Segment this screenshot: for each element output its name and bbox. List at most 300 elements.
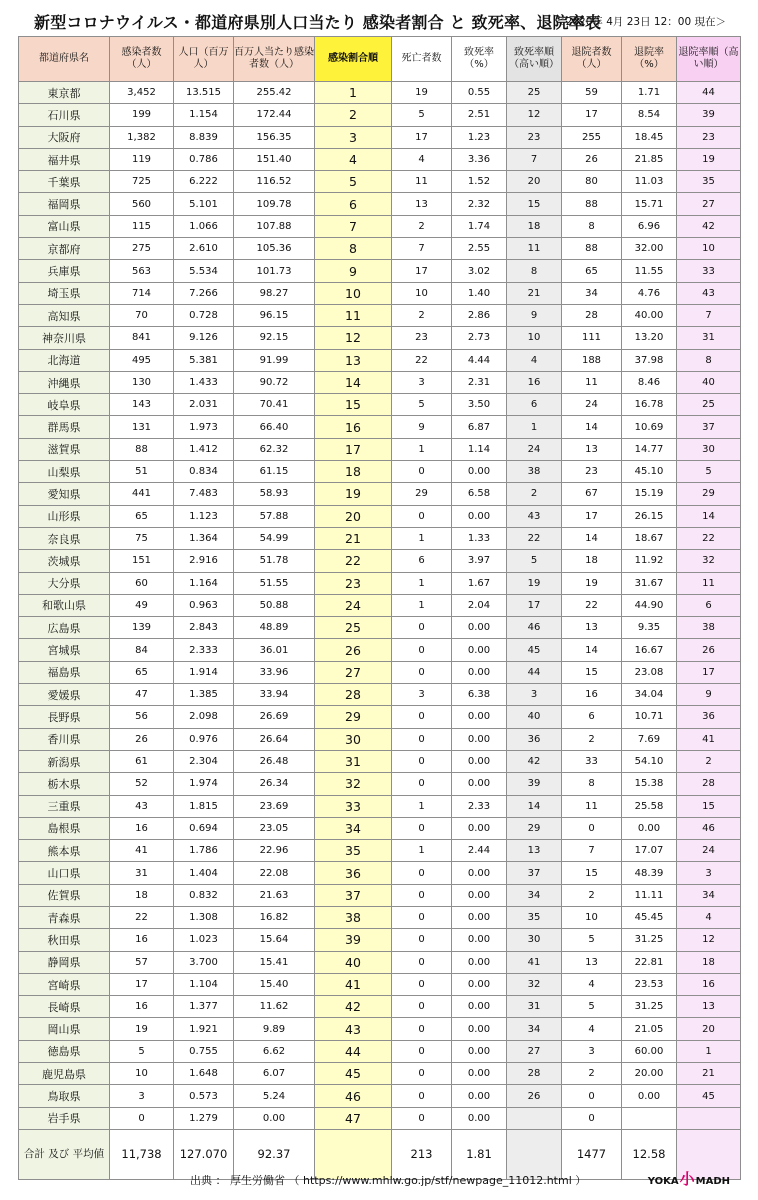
source-note: 出典 ： 厚生労働省 （ https://www.mhlw.go.jp/stf/newpage_11012.html ） <box>190 1174 587 1187</box>
cell-recovery-rank: 45 <box>677 1085 741 1107</box>
cell-pref: 滋賀県 <box>19 438 110 460</box>
cell-fatality-rank: 42 <box>507 750 562 772</box>
cell-recovered: 33 <box>562 750 622 772</box>
cell-infection-rank: 5 <box>315 171 392 193</box>
cell-pref: 石川県 <box>19 104 110 126</box>
cell-recovered: 24 <box>562 394 622 416</box>
cell-population: 0.728 <box>174 304 234 326</box>
cell-fatality-rank: 43 <box>507 505 562 527</box>
cell-fatality-rate: 0.00 <box>452 973 507 995</box>
cell-deaths: 1 <box>392 594 452 616</box>
table-row <box>19 795 741 817</box>
cell-recovered: 2 <box>562 1063 622 1085</box>
header-infected: 感染者数（人） <box>110 37 174 82</box>
totals-deaths: 213 <box>392 1129 452 1179</box>
cell-fatality-rank: 23 <box>507 126 562 148</box>
table-row <box>19 126 741 148</box>
table-row <box>19 394 741 416</box>
cell-recovery-rate: 18.67 <box>622 527 677 549</box>
cell-infected: 17 <box>110 973 174 995</box>
cell-population: 0.963 <box>174 594 234 616</box>
cell-recovery-rate: 37.98 <box>622 349 677 371</box>
cell-deaths: 17 <box>392 126 452 148</box>
cell-fatality-rate: 2.73 <box>452 327 507 349</box>
cell-population: 3.700 <box>174 951 234 973</box>
cell-fatality-rate: 1.40 <box>452 282 507 304</box>
cell-recovered: 14 <box>562 639 622 661</box>
cell-infected: 199 <box>110 104 174 126</box>
cell-recovery-rate: 11.11 <box>622 884 677 906</box>
cell-fatality-rate: 2.04 <box>452 594 507 616</box>
cell-per-million: 57.88 <box>234 505 315 527</box>
cell-pref: 福岡県 <box>19 193 110 215</box>
cell-pref: 兵庫県 <box>19 260 110 282</box>
cell-recovered: 0 <box>562 1085 622 1107</box>
cell-recovery-rank: 4 <box>677 906 741 928</box>
cell-recovery-rate: 11.03 <box>622 171 677 193</box>
cell-infection-rank: 29 <box>315 706 392 728</box>
cell-recovered: 5 <box>562 996 622 1018</box>
cell-recovered: 34 <box>562 282 622 304</box>
cell-deaths: 0 <box>392 906 452 928</box>
cell-recovery-rank: 16 <box>677 973 741 995</box>
cell-fatality-rank: 8 <box>507 260 562 282</box>
table-row <box>19 304 741 326</box>
cell-population: 5.534 <box>174 260 234 282</box>
table-row <box>19 260 741 282</box>
cell-pref: 愛知県 <box>19 483 110 505</box>
cell-recovery-rate: 17.07 <box>622 840 677 862</box>
cell-infection-rank: 30 <box>315 728 392 750</box>
cell-recovery-rank: 27 <box>677 193 741 215</box>
table-row <box>19 572 741 594</box>
cell-fatality-rate: 0.00 <box>452 1063 507 1085</box>
cell-fatality-rate: 0.00 <box>452 862 507 884</box>
cell-recovery-rate: 13.20 <box>622 327 677 349</box>
cell-pref: 香川県 <box>19 728 110 750</box>
cell-infection-rank: 40 <box>315 951 392 973</box>
cell-recovery-rank: 21 <box>677 1063 741 1085</box>
cell-recovered: 19 <box>562 572 622 594</box>
cell-infected: 151 <box>110 550 174 572</box>
cell-population: 1.648 <box>174 1063 234 1085</box>
cell-per-million: 107.88 <box>234 215 315 237</box>
cell-recovery-rate: 14.77 <box>622 438 677 460</box>
cell-per-million: 101.73 <box>234 260 315 282</box>
cell-recovery-rate: 15.71 <box>622 193 677 215</box>
cell-infected: 19 <box>110 1018 174 1040</box>
cell-fatality-rate: 0.00 <box>452 1040 507 1062</box>
cell-recovered: 23 <box>562 461 622 483</box>
cell-per-million: 61.15 <box>234 461 315 483</box>
cell-deaths: 0 <box>392 617 452 639</box>
cell-recovery-rate: 11.55 <box>622 260 677 282</box>
cell-population: 1.412 <box>174 438 234 460</box>
cell-fatality-rank: 28 <box>507 1063 562 1085</box>
cell-pref: 大分県 <box>19 572 110 594</box>
cell-recovery-rank: 19 <box>677 148 741 170</box>
cell-recovered: 0 <box>562 817 622 839</box>
cell-fatality-rate: 0.00 <box>452 1018 507 1040</box>
logo-mid: 小 <box>679 1170 695 1188</box>
cell-infected: 43 <box>110 795 174 817</box>
cell-infection-rank: 38 <box>315 906 392 928</box>
cell-fatality-rank: 46 <box>507 617 562 639</box>
cell-infected: 22 <box>110 906 174 928</box>
cell-recovery-rank: 24 <box>677 840 741 862</box>
cell-population: 1.385 <box>174 684 234 706</box>
table-body <box>19 82 741 1130</box>
cell-infection-rank: 32 <box>315 773 392 795</box>
cell-infected: 119 <box>110 148 174 170</box>
cell-infected: 130 <box>110 371 174 393</box>
cell-pref: 奈良県 <box>19 527 110 549</box>
cell-fatality-rank: 25 <box>507 82 562 104</box>
cell-pref: 岩手県 <box>19 1107 110 1129</box>
cell-fatality-rate: 2.55 <box>452 238 507 260</box>
cell-population: 1.123 <box>174 505 234 527</box>
cell-fatality-rank: 12 <box>507 104 562 126</box>
cell-recovery-rate: 15.19 <box>622 483 677 505</box>
cell-recovery-rate: 16.78 <box>622 394 677 416</box>
cell-per-million: 172.44 <box>234 104 315 126</box>
cell-per-million: 5.24 <box>234 1085 315 1107</box>
cell-population: 0.694 <box>174 817 234 839</box>
cell-pref: 栃木県 <box>19 773 110 795</box>
cell-fatality-rate: 6.87 <box>452 416 507 438</box>
cell-deaths: 0 <box>392 862 452 884</box>
cell-recovery-rate: 60.00 <box>622 1040 677 1062</box>
header-recovery-rank: 退院率順（高い順） <box>677 37 741 82</box>
cell-per-million: 22.08 <box>234 862 315 884</box>
cell-infection-rank: 11 <box>315 304 392 326</box>
cell-recovery-rank: 40 <box>677 371 741 393</box>
cell-fatality-rank: 1 <box>507 416 562 438</box>
cell-recovered: 4 <box>562 973 622 995</box>
cell-recovery-rank: 3 <box>677 862 741 884</box>
cell-recovered: 5 <box>562 929 622 951</box>
cell-recovered: 0 <box>562 1107 622 1129</box>
totals-infected: 11,738 <box>110 1129 174 1179</box>
cell-fatality-rate: 2.32 <box>452 193 507 215</box>
cell-fatality-rank: 40 <box>507 706 562 728</box>
cell-deaths: 0 <box>392 996 452 1018</box>
cell-pref: 長野県 <box>19 706 110 728</box>
cell-deaths: 0 <box>392 706 452 728</box>
table-row <box>19 215 741 237</box>
cell-infected: 3 <box>110 1085 174 1107</box>
cell-pref: 埼玉県 <box>19 282 110 304</box>
cell-per-million: 48.89 <box>234 617 315 639</box>
cell-pref: 福井県 <box>19 148 110 170</box>
cell-fatality-rank: 14 <box>507 795 562 817</box>
cell-recovery-rate: 44.90 <box>622 594 677 616</box>
cell-recovery-rate: 20.00 <box>622 1063 677 1085</box>
cell-pref: 京都府 <box>19 238 110 260</box>
cell-fatality-rate: 0.00 <box>452 817 507 839</box>
cell-population: 13.515 <box>174 82 234 104</box>
cell-deaths: 0 <box>392 884 452 906</box>
cell-population: 7.266 <box>174 282 234 304</box>
cell-infected: 70 <box>110 304 174 326</box>
cell-fatality-rate: 0.00 <box>452 929 507 951</box>
cell-per-million: 255.42 <box>234 82 315 104</box>
cell-per-million: 156.35 <box>234 126 315 148</box>
cell-deaths: 0 <box>392 461 452 483</box>
cell-fatality-rank: 34 <box>507 884 562 906</box>
cell-pref: 鹿児島県 <box>19 1063 110 1085</box>
cell-fatality-rate: 2.31 <box>452 371 507 393</box>
cell-infected: 115 <box>110 215 174 237</box>
cell-infection-rank: 20 <box>315 505 392 527</box>
table-row <box>19 1107 741 1129</box>
cell-infection-rank: 18 <box>315 461 392 483</box>
cell-recovery-rank: 10 <box>677 238 741 260</box>
cell-fatality-rank: 6 <box>507 394 562 416</box>
cell-deaths: 0 <box>392 1018 452 1040</box>
cell-population: 1.974 <box>174 773 234 795</box>
cell-deaths: 2 <box>392 215 452 237</box>
cell-deaths: 0 <box>392 817 452 839</box>
cell-recovery-rank: 14 <box>677 505 741 527</box>
cell-per-million: 23.05 <box>234 817 315 839</box>
cell-recovery-rank <box>677 1107 741 1129</box>
cell-deaths: 11 <box>392 171 452 193</box>
header-deaths: 死亡者数 <box>392 37 452 82</box>
cell-infection-rank: 13 <box>315 349 392 371</box>
cell-fatality-rate: 4.44 <box>452 349 507 371</box>
cell-recovery-rate: 40.00 <box>622 304 677 326</box>
cell-recovery-rate: 8.54 <box>622 104 677 126</box>
cell-deaths: 1 <box>392 840 452 862</box>
cell-population: 0.832 <box>174 884 234 906</box>
table-row <box>19 416 741 438</box>
cell-population: 0.834 <box>174 461 234 483</box>
cell-pref: 山口県 <box>19 862 110 884</box>
cell-infection-rank: 17 <box>315 438 392 460</box>
table-row <box>19 973 741 995</box>
cell-fatality-rate: 0.00 <box>452 617 507 639</box>
table-row <box>19 617 741 639</box>
cell-recovery-rank: 44 <box>677 82 741 104</box>
cell-recovered: 18 <box>562 550 622 572</box>
cell-fatality-rate: 1.52 <box>452 171 507 193</box>
cell-deaths: 1 <box>392 438 452 460</box>
cell-fatality-rate: 3.36 <box>452 148 507 170</box>
cell-infected: 16 <box>110 929 174 951</box>
cell-population: 1.786 <box>174 840 234 862</box>
table-row <box>19 840 741 862</box>
cell-per-million: 36.01 <box>234 639 315 661</box>
cell-infection-rank: 10 <box>315 282 392 304</box>
cell-per-million: 6.07 <box>234 1063 315 1085</box>
cell-per-million: 6.62 <box>234 1040 315 1062</box>
cell-recovered: 16 <box>562 684 622 706</box>
cell-infection-rank: 7 <box>315 215 392 237</box>
cell-infection-rank: 47 <box>315 1107 392 1129</box>
cell-pref: 長崎県 <box>19 996 110 1018</box>
cell-infected: 143 <box>110 394 174 416</box>
cell-per-million: 21.63 <box>234 884 315 906</box>
totals-per-million: 92.37 <box>234 1129 315 1179</box>
cell-deaths: 1 <box>392 795 452 817</box>
cell-recovery-rate: 31.67 <box>622 572 677 594</box>
cell-per-million: 26.64 <box>234 728 315 750</box>
cell-per-million: 15.41 <box>234 951 315 973</box>
table-row <box>19 238 741 260</box>
cell-fatality-rate: 0.00 <box>452 750 507 772</box>
cell-deaths: 29 <box>392 483 452 505</box>
cell-infected: 560 <box>110 193 174 215</box>
cell-recovery-rank: 26 <box>677 639 741 661</box>
table-row <box>19 550 741 572</box>
cell-deaths: 10 <box>392 282 452 304</box>
cell-recovery-rate: 0.00 <box>622 1085 677 1107</box>
cell-population: 0.573 <box>174 1085 234 1107</box>
table-row <box>19 773 741 795</box>
cell-fatality-rate: 0.00 <box>452 639 507 661</box>
cell-infection-rank: 28 <box>315 684 392 706</box>
cell-recovery-rate: 31.25 <box>622 996 677 1018</box>
table-row <box>19 706 741 728</box>
cell-infected: 714 <box>110 282 174 304</box>
cell-per-million: 70.41 <box>234 394 315 416</box>
cell-fatality-rate: 0.00 <box>452 1107 507 1129</box>
cell-deaths: 5 <box>392 104 452 126</box>
cell-fatality-rank: 38 <box>507 461 562 483</box>
cell-infection-rank: 9 <box>315 260 392 282</box>
cell-infected: 60 <box>110 572 174 594</box>
cell-recovery-rank: 43 <box>677 282 741 304</box>
cell-deaths: 23 <box>392 327 452 349</box>
cell-recovery-rate: 8.46 <box>622 371 677 393</box>
cell-recovery-rate: 4.76 <box>622 282 677 304</box>
cell-infected: 5 <box>110 1040 174 1062</box>
cell-recovery-rate: 21.85 <box>622 148 677 170</box>
cell-deaths: 3 <box>392 371 452 393</box>
cell-recovery-rank: 6 <box>677 594 741 616</box>
cell-pref: 山形県 <box>19 505 110 527</box>
table-row <box>19 1040 741 1062</box>
cell-population: 1.104 <box>174 973 234 995</box>
table-row <box>19 171 741 193</box>
cell-recovered: 8 <box>562 215 622 237</box>
cell-recovery-rate: 45.45 <box>622 906 677 928</box>
cell-fatality-rate: 0.00 <box>452 728 507 750</box>
cell-population: 8.839 <box>174 126 234 148</box>
cell-population: 2.333 <box>174 639 234 661</box>
cell-recovery-rank: 31 <box>677 327 741 349</box>
cell-recovery-rank: 13 <box>677 996 741 1018</box>
cell-recovery-rate: 45.10 <box>622 461 677 483</box>
cell-per-million: 0.00 <box>234 1107 315 1129</box>
totals-population: 127.070 <box>174 1129 234 1179</box>
cell-fatality-rank: 44 <box>507 661 562 683</box>
cell-pref: 福島県 <box>19 661 110 683</box>
cell-per-million: 50.88 <box>234 594 315 616</box>
header-row <box>19 37 741 82</box>
cell-pref: 新潟県 <box>19 750 110 772</box>
cell-population: 1.914 <box>174 661 234 683</box>
cell-recovery-rank: 28 <box>677 773 741 795</box>
cell-recovered: 15 <box>562 862 622 884</box>
cell-infection-rank: 2 <box>315 104 392 126</box>
cell-deaths: 5 <box>392 394 452 416</box>
cell-fatality-rank: 41 <box>507 951 562 973</box>
cell-fatality-rate: 6.58 <box>452 483 507 505</box>
cell-infection-rank: 1 <box>315 82 392 104</box>
cell-fatality-rate: 2.86 <box>452 304 507 326</box>
cell-per-million: 98.27 <box>234 282 315 304</box>
cell-infected: 47 <box>110 684 174 706</box>
cell-infected: 725 <box>110 171 174 193</box>
cell-pref: 神奈川県 <box>19 327 110 349</box>
cell-fatality-rank: 18 <box>507 215 562 237</box>
cell-recovered: 15 <box>562 661 622 683</box>
cell-recovered: 22 <box>562 594 622 616</box>
cell-recovered: 255 <box>562 126 622 148</box>
totals-recovered: 1477 <box>562 1129 622 1179</box>
cell-infection-rank: 44 <box>315 1040 392 1062</box>
cell-recovery-rate: 21.05 <box>622 1018 677 1040</box>
cell-per-million: 105.36 <box>234 238 315 260</box>
cell-pref: 島根県 <box>19 817 110 839</box>
cell-per-million: 15.40 <box>234 973 315 995</box>
cell-infected: 0 <box>110 1107 174 1129</box>
cell-fatality-rate: 0.00 <box>452 505 507 527</box>
header-pref: 都道府県名 <box>19 37 110 82</box>
cell-infection-rank: 42 <box>315 996 392 1018</box>
cell-infection-rank: 36 <box>315 862 392 884</box>
cell-infected: 84 <box>110 639 174 661</box>
cell-recovery-rank: 23 <box>677 126 741 148</box>
cell-deaths: 13 <box>392 193 452 215</box>
cell-pref: 青森県 <box>19 906 110 928</box>
cell-recovery-rank: 1 <box>677 1040 741 1062</box>
cell-fatality-rank: 13 <box>507 840 562 862</box>
cell-fatality-rank: 37 <box>507 862 562 884</box>
cell-per-million: 96.15 <box>234 304 315 326</box>
cell-recovered: 14 <box>562 527 622 549</box>
cell-per-million: 26.34 <box>234 773 315 795</box>
table-row <box>19 929 741 951</box>
cell-infected: 18 <box>110 884 174 906</box>
cell-recovery-rate: 34.04 <box>622 684 677 706</box>
cell-pref: 東京都 <box>19 82 110 104</box>
cell-recovered: 2 <box>562 884 622 906</box>
cell-recovered: 8 <box>562 773 622 795</box>
cell-deaths: 0 <box>392 973 452 995</box>
cell-fatality-rank: 5 <box>507 550 562 572</box>
table-row <box>19 594 741 616</box>
cell-fatality-rank: 4 <box>507 349 562 371</box>
cell-recovery-rank: 22 <box>677 527 741 549</box>
table-row <box>19 1063 741 1085</box>
cell-deaths: 4 <box>392 148 452 170</box>
cell-population: 2.098 <box>174 706 234 728</box>
cell-deaths: 0 <box>392 505 452 527</box>
table-row <box>19 728 741 750</box>
cell-per-million: 91.99 <box>234 349 315 371</box>
cell-population: 1.973 <box>174 416 234 438</box>
cell-recovery-rate: 11.92 <box>622 550 677 572</box>
cell-recovered: 26 <box>562 148 622 170</box>
cell-recovery-rate: 31.25 <box>622 929 677 951</box>
cell-deaths: 6 <box>392 550 452 572</box>
cell-recovered: 67 <box>562 483 622 505</box>
cell-fatality-rate: 0.00 <box>452 1085 507 1107</box>
cell-pref: 徳島県 <box>19 1040 110 1062</box>
